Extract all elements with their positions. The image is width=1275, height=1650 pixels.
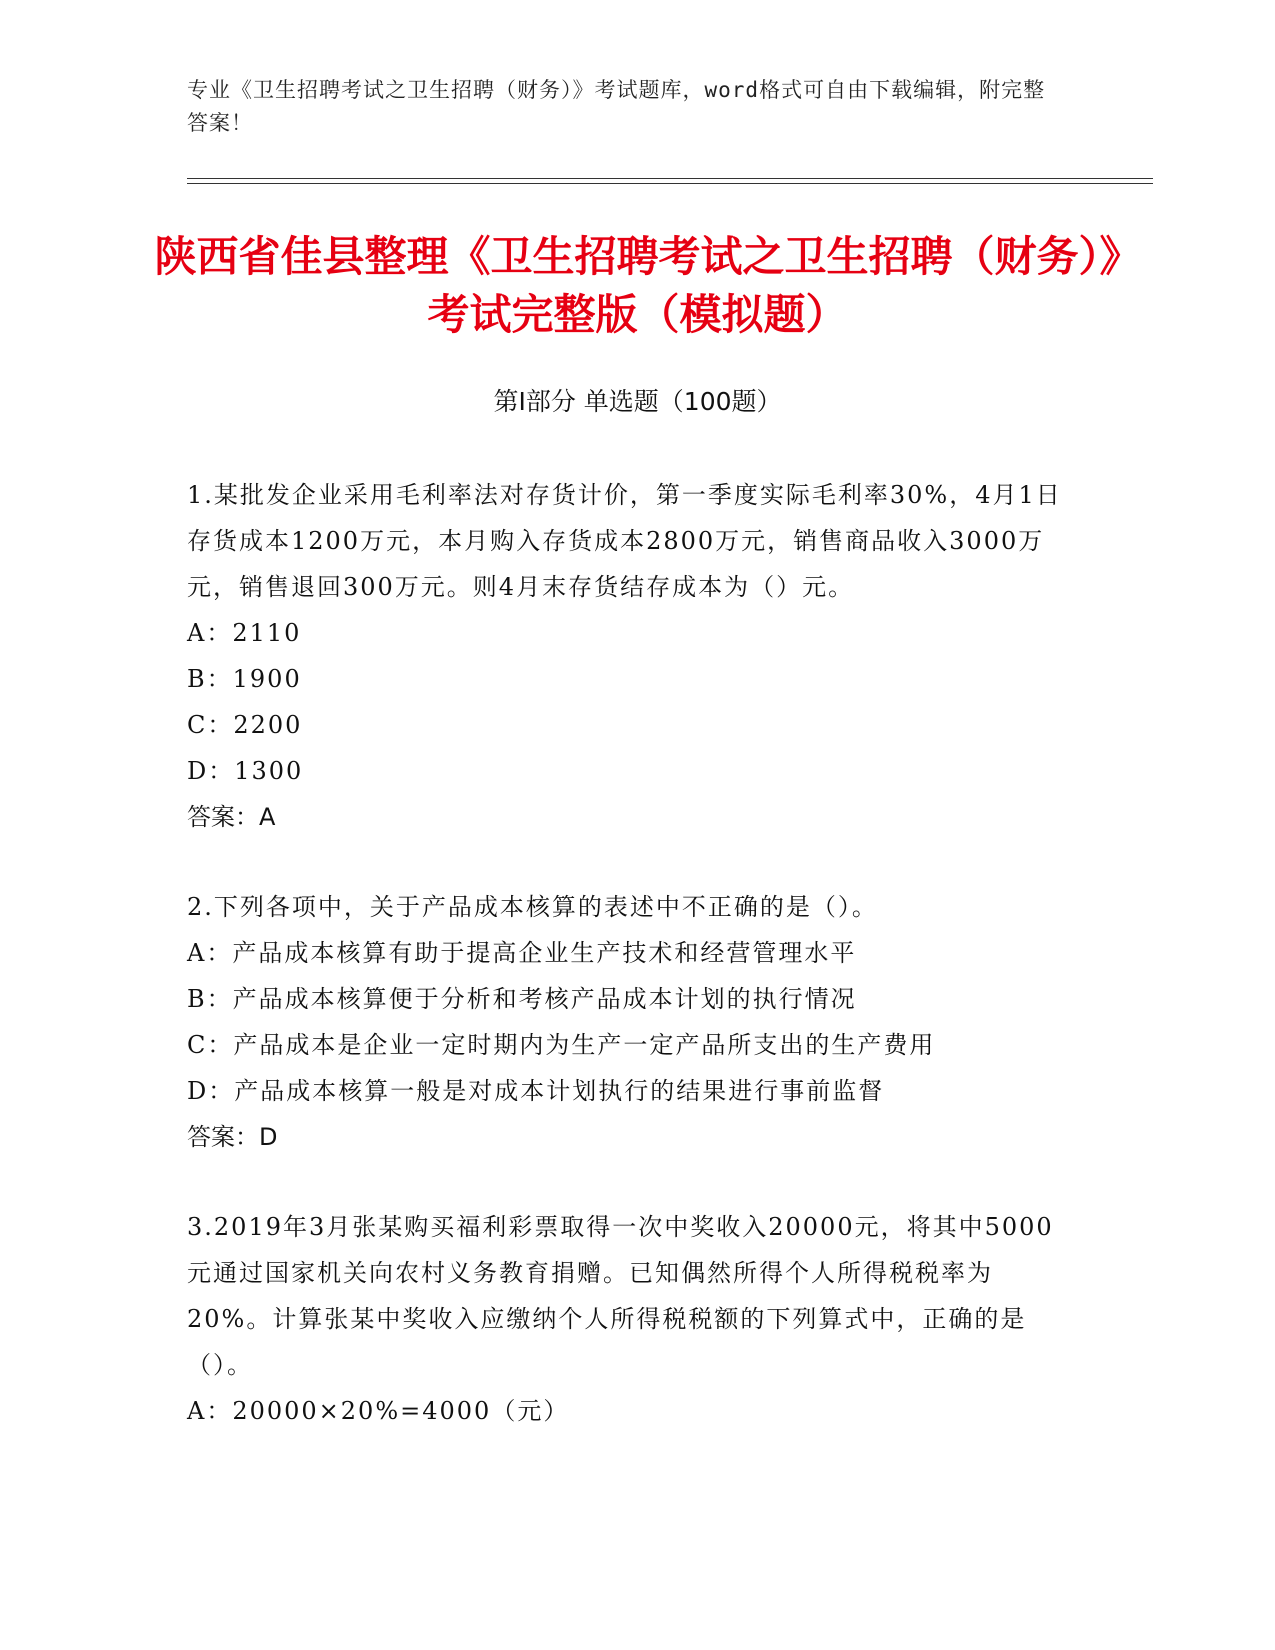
option-d: D：1300: [187, 757, 304, 785]
header-divider-top: [187, 178, 1153, 179]
option-d: D：产品成本核算一般是对成本计划执行的结果进行事前监督: [187, 1077, 885, 1105]
question-stem: 2.下列各项中，关于产品成本核算的表述中不正确的是（）。: [187, 893, 878, 921]
option-a: A：2110: [187, 619, 302, 647]
header-note: 专业《卫生招聘考试之卫生招聘（财务）》考试题库，word格式可自由下载编辑，附完整答案！: [187, 78, 1046, 135]
option-c: C：2200: [187, 711, 303, 739]
section-title: 第Ⅰ部分 单选题（100题）: [493, 387, 782, 416]
option-a: A：产品成本核算有助于提高企业生产技术和经营管理水平: [187, 939, 857, 967]
header-divider-bottom: [187, 183, 1153, 184]
document-title: 陕西省佳县整理《卫生招聘考试之卫生招聘（财务）》考试完整版（模拟题）: [154, 232, 1121, 339]
option-b: B：产品成本核算便于分析和考核产品成本计划的执行情况: [187, 985, 857, 1013]
option-c: C：产品成本是企业一定时期内为生产一定产品所支出的生产费用: [187, 1031, 936, 1059]
answer: 答案：A: [187, 803, 276, 831]
question-1: [187, 472, 1072, 840]
option-b: B：1900: [187, 665, 302, 693]
question-stem: 1.某批发企业采用毛利率法对存货计价，第一季度实际毛利率30%，4月1日存货成本1200万元，本月购入存货成本2800万元，销售商品收入3000万元，销售退回300万元。则4月末存货结存成本为（）元。: [187, 481, 1062, 601]
option-a: A：20000×20%=4000（元）: [187, 1397, 570, 1425]
answer: 答案：D: [187, 1123, 278, 1151]
question-list: [187, 472, 1072, 1478]
question-3: [187, 1204, 1072, 1434]
question-2: [187, 884, 1072, 1160]
question-stem: 3.2019年3月张某购买福利彩票取得一次中奖收入20000元，将其中5000元通过国家机关向农村义务教育捐赠。已知偶然所得个人所得税税率为20%。计算张某中奖收入应缴纳个人所得税税额的下列算式中，正确的是（）。: [187, 1213, 1054, 1379]
